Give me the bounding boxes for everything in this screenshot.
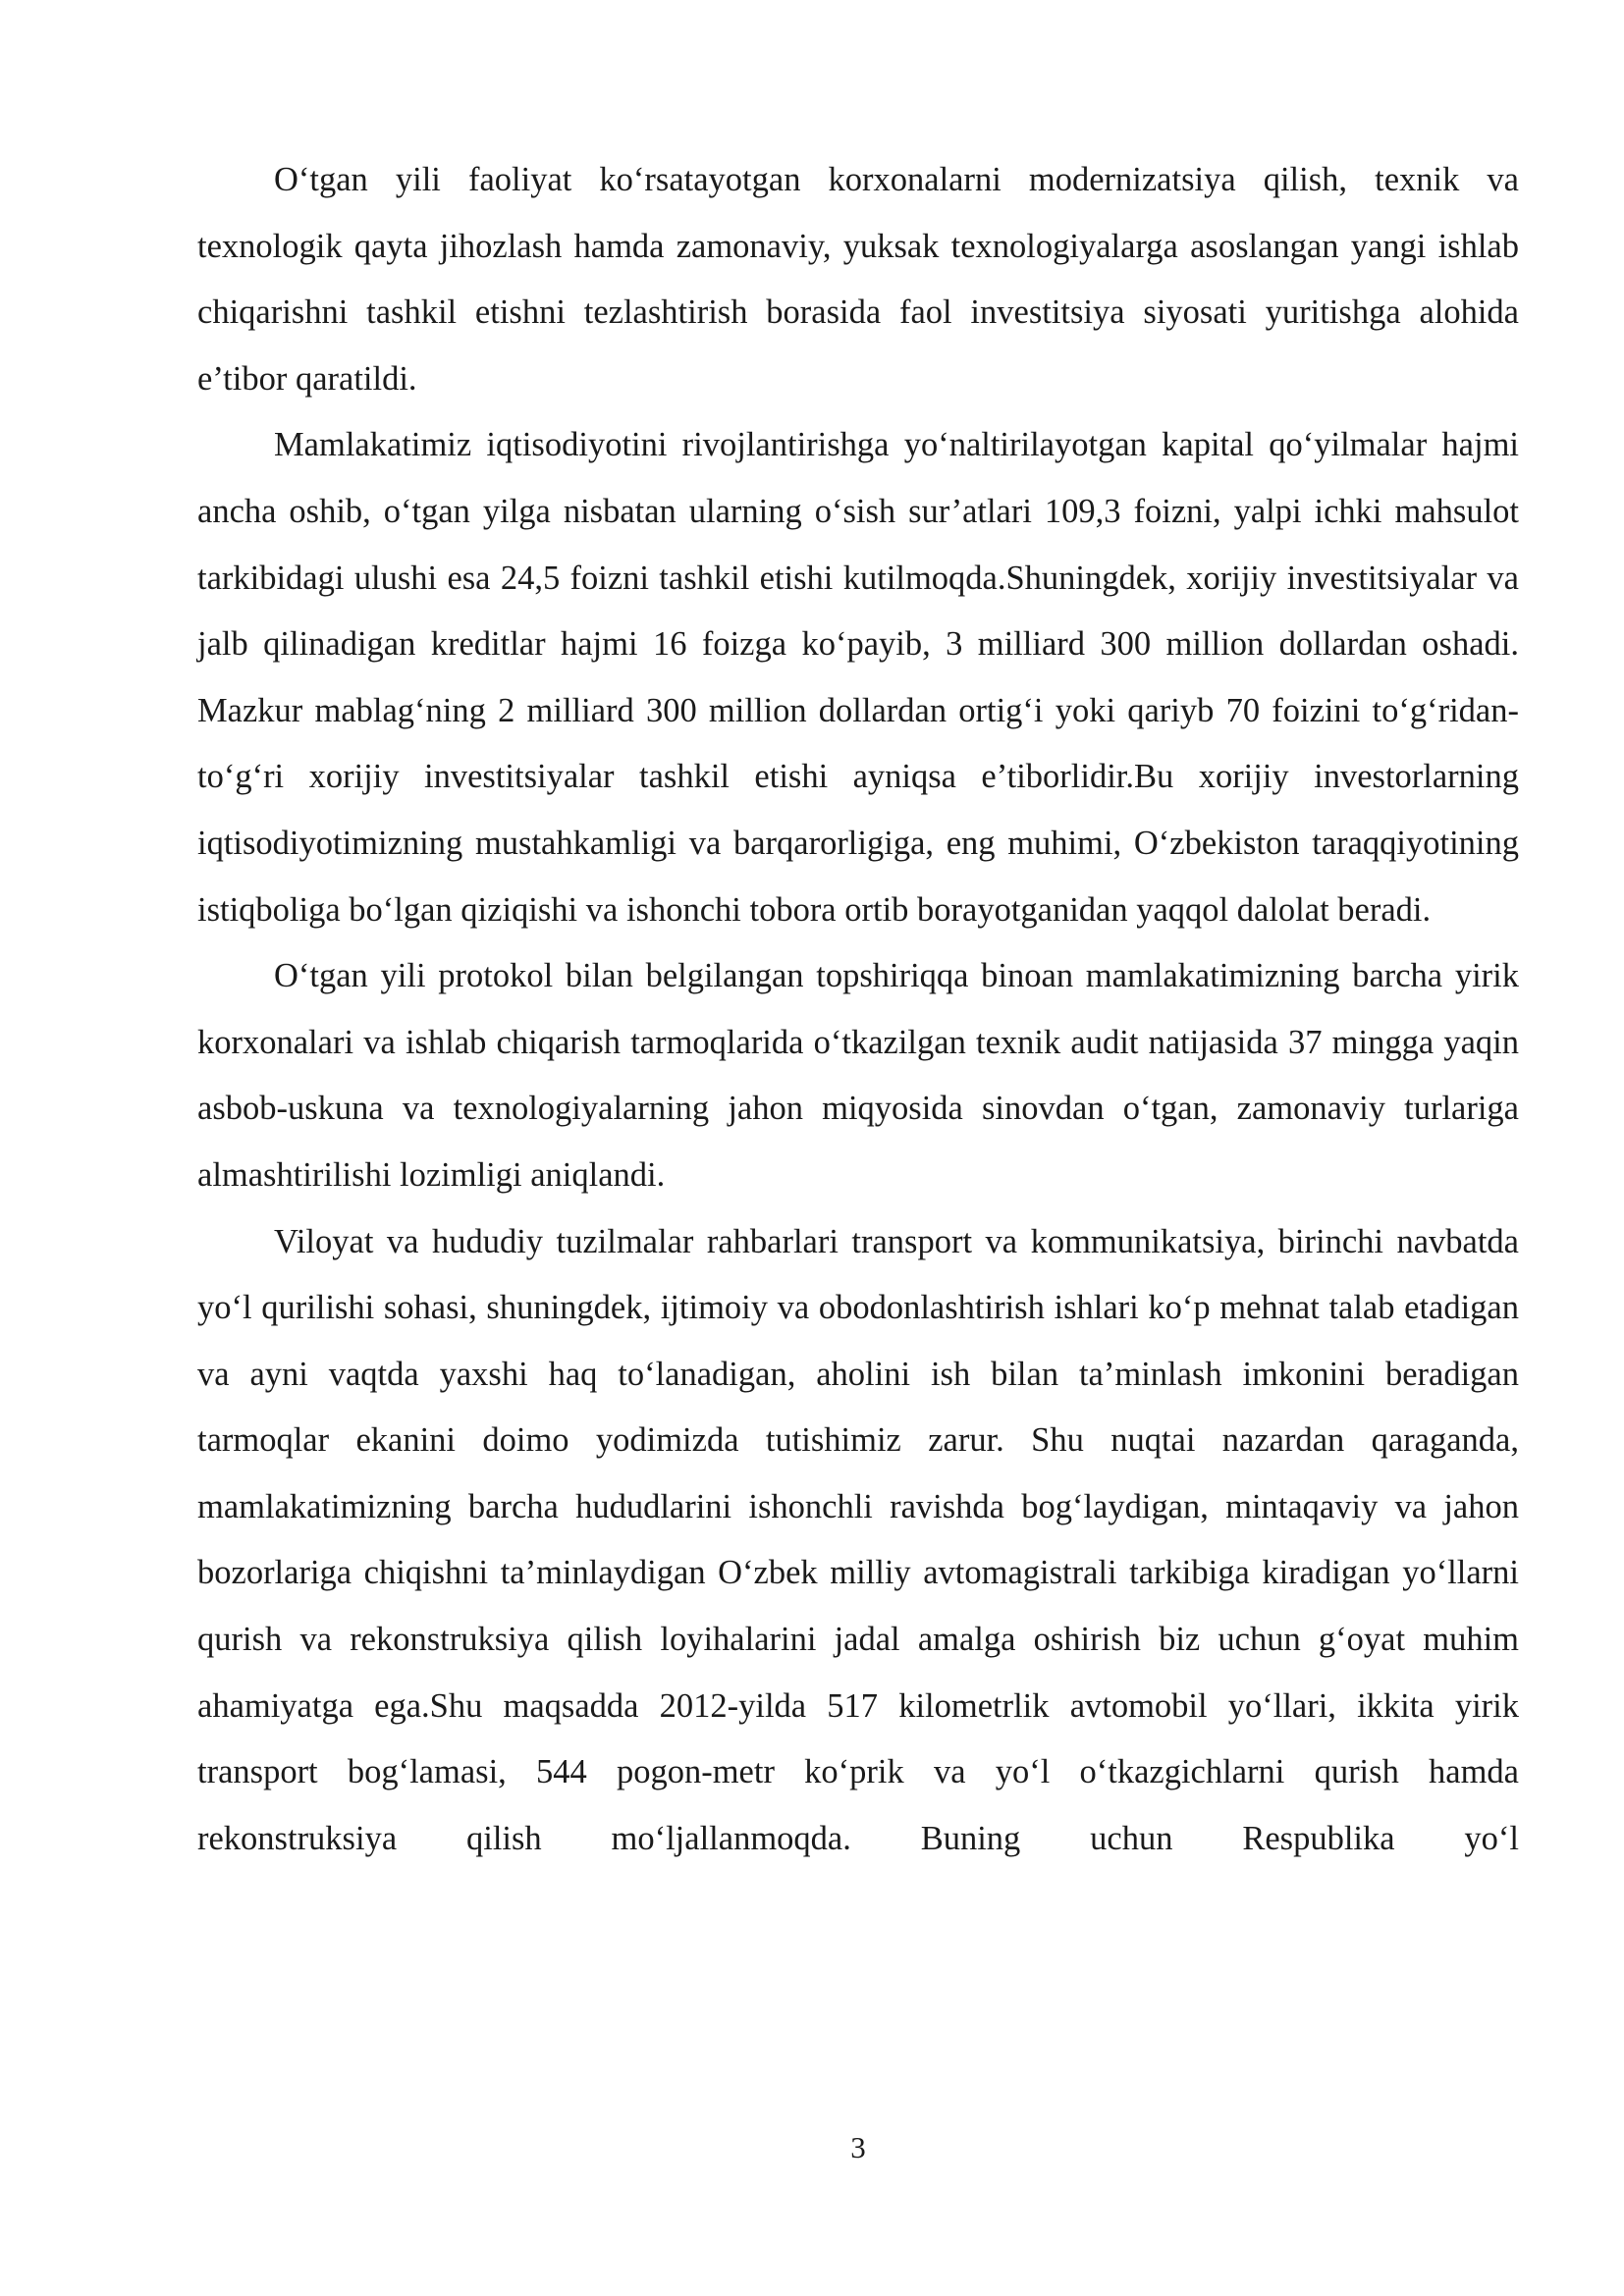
paragraph-capital-investments: Mamlakatimiz iqtisodiyotini rivojlantirishga yo‘naltirilayotgan kapital qo‘yilmalar hajmi ancha oshib, o‘tgan yilga nisbatan ularning o‘sish sur’atlari 109,3 foizni, yalpi ichki mahsulot tarkibidagi ulushi esa 24,5 foizni tashkil etishi kutilmoqda.Shuningdek, xorijiy investitsiyalar va jalb qilinadigan kreditlar hajmi 16 foizga ko‘payib, 3 milliard 300 million dollardan oshadi. Mazkur mablag‘ning 2 milliard 300 million dollardan ortig‘i yoki qariyb 70 foizini to‘g‘ridan-to‘g‘ri xorijiy investitsiyalar tashkil etishi ayniqsa e’tiborlidir.Bu xorijiy investorlarning iqtisodiyotimizning mustahkamligi va barqarorligiga, eng muhimi, O‘zbekiston taraqqiyotining istiqboliga bo‘lgan qiziqishi va ishonchi tobora ortib borayotganidan yaqqol dalolat beradi. bbox=[197, 426, 1519, 929]
paragraph-investment-policy: O‘tgan yili faoliyat ko‘rsatayotgan korxonalarni modernizatsiya qilish, texnik va texnologik qayta jihozlash hamda zamonaviy, yuksak texnologiyalarga asoslangan yangi ishlab chiqarishni tashkil etishni tezlashtirish borasida faol investitsiya siyosati yuritishga alohida e’tibor qaratildi. bbox=[197, 161, 1519, 398]
paragraph-transport-infrastructure: Viloyat va hududiy tuzilmalar rahbarlari transport va kommunikatsiya, birinchi navbatda yo‘l qurilishi sohasi, shuningdek, ijtimoiy va obodonlashtirish ishlari ko‘p mehnat talab etadigan va ayni vaqtda yaxshi haq to‘lanadigan, aholini ish bilan ta’minlash imkonini beradigan tarmoqlar ekanini doimo yodimizda tutishimiz zarur. Shu nuqtai nazardan qaraganda, mamlakatimizning barcha hududlarini ishonchli ravishda bog‘laydigan, mintaqaviy va jahon bozorlariga chiqishni ta’minlaydigan O‘zbek milliy avtomagistrali tarkibiga kiradigan yo‘llarni qurish va rekonstruksiya qilish loyihalarini jadal amalga oshirish biz uchun g‘oyat muhim ahamiyatga ega.Shu maqsadda 2012-yilda 517 kilometrlik avtomobil yo‘llari, ikkita yirik transport bog‘lamasi, 544 pogon-metr ko‘prik va yo‘l o‘tkazgichlarni qurish hamda rekonstruksiya qilish mo‘ljallanmoqda. Buning uchun Respublika yo‘l bbox=[197, 1222, 1519, 1857]
body-text bbox=[197, 147, 1519, 1872]
page-number: 3 bbox=[850, 2130, 866, 2164]
paragraph-technical-audit: O‘tgan yili protokol bilan belgilangan topshiriqqa binoan mamlakatimizning barcha yirik korxonalari va ishlab chiqarish tarmoqlarida o‘tkazilgan texnik audit natijasida 37 mingga yaqin asbob-uskuna va texnologiyalarning jahon miqyosida sinovdan o‘tgan, zamonaviy turlariga almashtirilishi lozimligi aniqlandi. bbox=[197, 957, 1519, 1194]
